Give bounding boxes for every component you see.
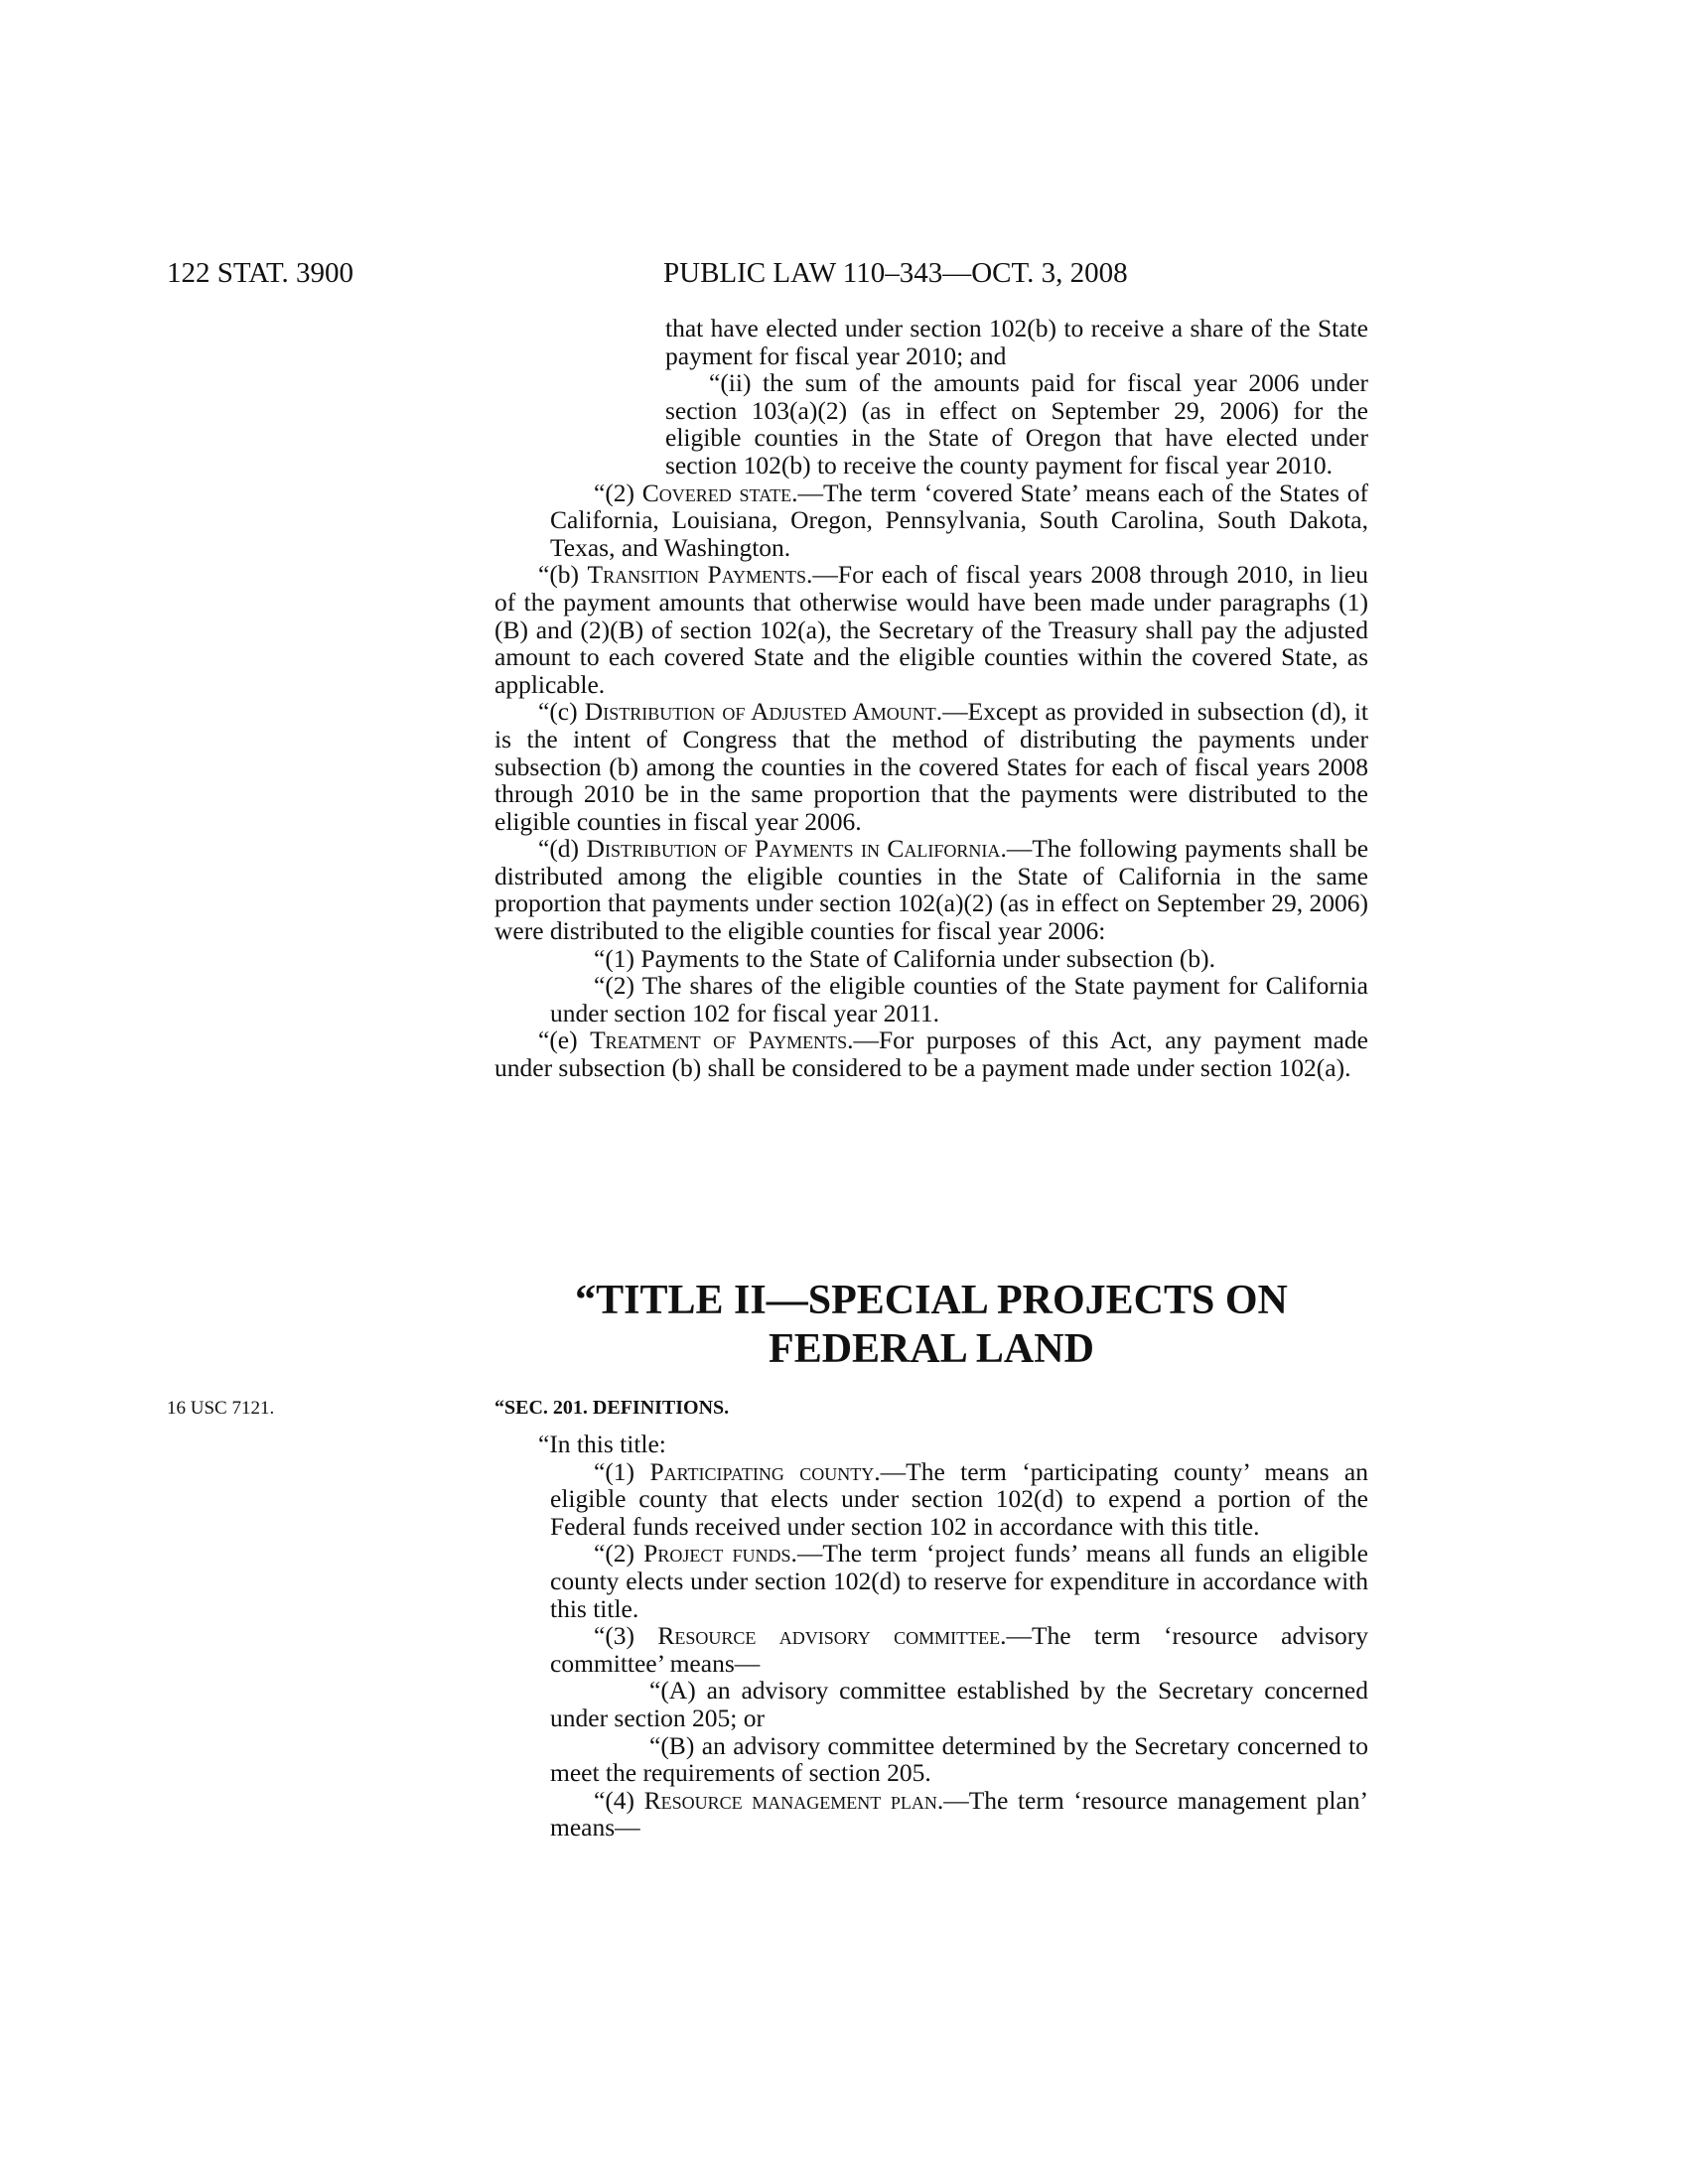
subsection-d-item-1: “(1) Payments to the State of California under subsection (b).: [594, 943, 1216, 973]
subsection-lead: “(c): [538, 697, 585, 727]
subsection-d: [494, 835, 1368, 944]
paragraph-text: .—The term ‘covered State’ means each of the States of California, Louisiana, Oregon, Pennsylvania, South Carolina, South Dakota, Texas, and Washington.: [550, 478, 1369, 562]
subsection-lead: “(d): [538, 834, 587, 864]
definition-lead: “(3): [594, 1621, 658, 1651]
subsection-text: .—Except as provided in subsection (d), it is the intent of Congress that the method of distributing the payments under subsection (b) among the counties in the covered States for each of fiscal years 2008 through 2010 be in the same proportion that the payments were distributed to the eligible counties in fiscal year 2006.: [494, 697, 1368, 836]
definition-heading: Resource management plan: [643, 1785, 937, 1815]
definitions-intro: “In this title:: [538, 1430, 666, 1458]
definition-participating-county: [494, 1458, 1368, 1541]
definition-subparagraph-b: “(B) an advisory committee determined by the Secretary concerned to meet the requirements of section 205.: [550, 1730, 1368, 1788]
definition-resource-management-plan: [494, 1787, 1368, 1842]
section-text: [494, 315, 1368, 1082]
subsection-lead: “(e): [538, 1025, 591, 1055]
subsection-text: .—For purposes of this Act, any payment made under subsection (b) shall be considered to be a payment made under section 102(a).: [494, 1025, 1368, 1083]
definition-project-funds: [494, 1540, 1368, 1622]
margin-note: 16 USC 7121.: [167, 1398, 275, 1419]
paragraph-covered-state: [494, 479, 1368, 562]
statute-citation: 122 STAT. 3900: [167, 257, 354, 289]
definition-lead: “(2): [594, 1539, 644, 1569]
subsection-heading: Treatment of Payments: [590, 1025, 848, 1055]
definition-subparagraph-a: “(A) an advisory committee established by the Secretary concerned under section 205; or: [550, 1676, 1368, 1732]
subsection-heading: Transition Payments: [587, 560, 807, 590]
public-law-citation: PUBLIC LAW 110–343—OCT. 3, 2008: [663, 257, 1128, 289]
title-heading-line-1: “TITLE II—SPECIAL PROJECTS ON: [575, 1278, 1288, 1323]
subsection-lead: “(b): [538, 560, 588, 590]
clause-ii: “(ii) the sum of the amounts paid for fiscal year 2006 under section 103(a)(2) (as in effect on September 29, 2006) for the eligible counties in the State of Oregon that have elected under section 102(b) to receive the county payment for fiscal year 2010.: [665, 368, 1368, 479]
paragraph-lead: “(2): [594, 478, 642, 507]
paragraph-heading: Covered state: [641, 478, 792, 507]
definition-heading: Project funds: [643, 1539, 791, 1569]
subsection-c: [494, 698, 1368, 835]
definition-lead: “(1): [594, 1456, 650, 1486]
definition-text: .—The term ‘project funds’ means all funds an eligible county elects under section 102(d) to reserve for expenditure in accordance with this title.: [550, 1539, 1368, 1623]
section-heading: “SEC. 201. DEFINITIONS.: [494, 1397, 730, 1419]
definition-heading: Resource advisory committee: [657, 1621, 1001, 1651]
subsection-b: [494, 561, 1368, 698]
subsection-d-item-2: “(2) The shares of the eligible counties of the State payment for California under section 102 for fiscal year 2011.: [550, 971, 1368, 1027]
subsection-e: [494, 1026, 1368, 1081]
subsection-heading: Distribution of Payments in California: [586, 834, 1001, 864]
definition-heading: Participating county: [649, 1456, 875, 1486]
subsection-text: .—For each of fiscal years 2008 through 2010, in lieu of the payment amounts that otherwise would have been made under paragraphs (1)(B) and (2)(B) of section 102(a), the Secretary of the Treasury shall pay the adjusted amount to each covered State and the eligible counties within the covered State, as applicable.: [494, 560, 1368, 699]
definition-text: .—The term ‘resource management plan’ means—: [550, 1785, 1368, 1843]
page-header: [167, 253, 1358, 293]
definition-text: .—The term ‘resource advisory committee’ means—: [550, 1621, 1368, 1678]
subsection-text: .—The following payments shall be distributed among the eligible counties in the State of California in the same proportion that payments under section 102(a)(2) (as in effect on September 29, 2006) were distributed to the eligible counties for fiscal year 2006:: [494, 834, 1369, 946]
definition-lead: “(4): [594, 1785, 644, 1815]
paragraph-continuation: that have elected under section 102(b) to receive a share of the State payment for fiscal year 2010; and: [665, 314, 1368, 370]
definition-resource-advisory-committee: [494, 1622, 1368, 1677]
title-heading: [494, 1277, 1368, 1374]
subsection-heading: Distribution of Adjusted Amount: [584, 697, 936, 727]
definitions-text: [494, 1431, 1368, 1842]
title-heading-line-2: FEDERAL LAND: [769, 1326, 1094, 1372]
definition-text: .—The term ‘participating county’ means an eligible county that elects under section 102(d) to expend a portion of the Federal funds received under section 102 in accordance with this title.: [550, 1456, 1368, 1541]
